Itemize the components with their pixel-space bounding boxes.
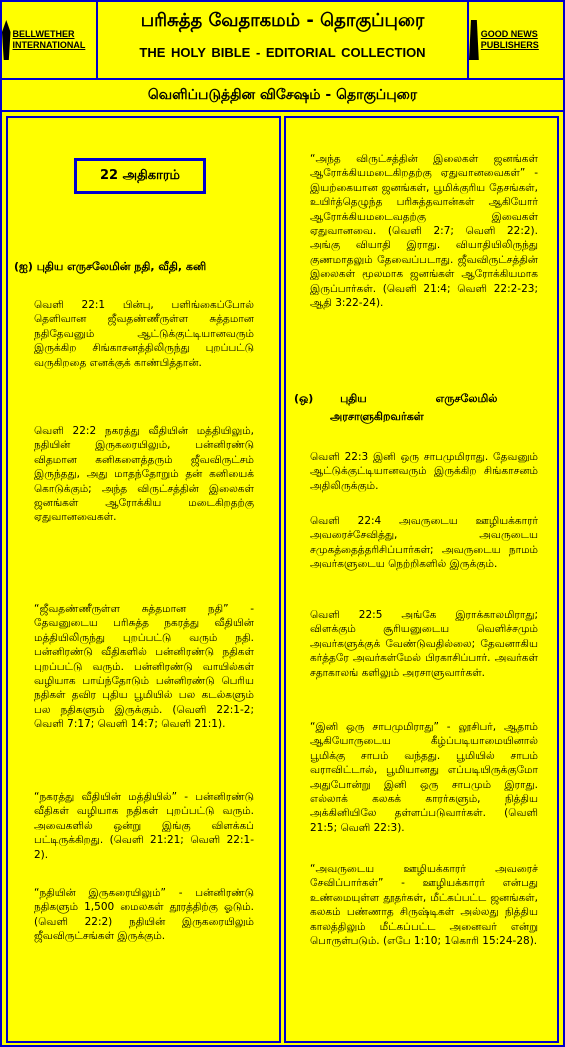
right-column: [284, 116, 559, 1043]
left-column: [6, 116, 281, 1043]
good-news-logo: [467, 2, 563, 78]
left-logo-text: [13, 29, 96, 51]
commentary-paragraph: “இனி ஒரு சாபமுமிராது” - லூசிபர், ஆதாம் ஆகியோருடைய கீழ்ப்படியாமையினால் பூமிக்கு சாபம் வந்தது. பூமியில் சாபம் வராவிட்டால், பூமியானது எப்படியிருக்குமோ அதுபோன்று இனி ஒரு சாபமும் இராது. எல்லாக் கலகக் காரர்களும், நித்திய அக்கினியிலே தள்ளப்படுவார்கள். (வெளி 21:5; வெளி 22:3).: [310, 721, 538, 834]
commentary-paragraph: “நதியின் இருகரையிலும்” - பன்னிரண்டு நதிகளும் 1,500 மைலகள் தூரத்திற்கு ஓடும். (வெளி 22:2) நதியின் இருகரையிலும் ஜீவவிருட்சங்கள் இருக்கும்.: [34, 887, 254, 943]
right-logo-text: [481, 29, 563, 51]
left-logo-label: BELLWETHER INTERNATIONAL: [12, 29, 86, 50]
verse-paragraph: வெளி 22:1 பின்பு, பளிங்கைப்போல் தெளிவான ஜீவதண்ணீருள்ள சுத்தமான நதிதேவனும் ஆட்டுக்குட்டியானவரும் இருக்கிற சிங்காசனத்திலிருந்து புறப்பட்டு வருகிறதை எனக்குக் காண்பித்தான்.: [34, 299, 254, 369]
chapter-badge: 22 அதிகாரம்: [74, 158, 206, 194]
lamp-icon: [2, 20, 11, 60]
section-heading-line2: அரசாளுகிறவர்கள்: [330, 410, 424, 423]
title-tamil: பரிசுத்த வேதாகமம் - தொகுப்புரை: [140, 10, 425, 31]
verse-paragraph: வெளி 22:4 அவருடைய ஊழியக்காரர் அவரைச்சேவித்து, அவருடைய சமுகத்தைத்தரிசிப்பார்கள்; அவருடைய நாமம் அவர்களுடைய நெற்றிகளில் இருக்கும்.: [310, 515, 538, 571]
section-heading: (ஒ) புதிய எருசலேமில்: [294, 392, 498, 405]
title-block: [100, 2, 465, 78]
commentary-paragraph: “நகரத்து வீதியின் மத்தியில்” - பன்னிரண்டு வீதிகள் வழியாக நதிகள் புறப்பட்டு வரும். அவைகளில் ஒன்று இங்கு விளக்கப் பட்டிருக்கிறது. (வெளி 21:21; வெளி 22:1-2).: [34, 791, 254, 861]
commentary-paragraph: “ஜீவதண்ணீருள்ள சுத்தமான நதி” - தேவனுடைய பரிசுத்த நகரத்து வீதியின் மத்தியிலிருந்து புறப்பட்டு வரும் நதி. பன்னிரண்டு வீதிகளில் பன்னிரண்டு நதிகள் புறப்பட்டு வரும். பன்னிரண்டு வாயில்கள் வழியாக பாய்ந்தோடும் பன்னிரண்டு பெரிய நதிகள் தவிர புதிய பூமியில் பல கடல்களும் பல நதிகளும் இருக்கும். (வெளி 22:1-2; வெளி 7:17; வெளி 14:7; வெளி 21:1).: [34, 603, 254, 731]
verse-paragraph: வெளி 22:2 நகரத்து வீதியின் மத்தியிலும், நதியின் இருகரையிலும், பன்னிரண்டு விதமான கனிகளைத்தரும் ஜீவவிருட்சம் இருந்தது, அது மாதந்தோறும் தன் கனியைக் கொடுக்கும்; அந்த விருட்சத்தின் இலைகள் ஜனங்கள் ஆரோக்கிய மடைகிறதற்கு ஏதுவானவைகள்.: [34, 425, 254, 524]
verse-paragraph: வெளி 22:3 இனி ஒரு சாபமுமிராது. தேவனும் ஆட்டுக்குட்டியானவரும் இருக்கிற சிங்காசனம் அதிலிருக்கும்.: [310, 451, 538, 492]
verse-paragraph: வெளி 22:5 அங்கே இராக்காலமிராது; விளக்கும் சூரியனுடைய வெளிச்சமும் அவர்களுக்குக் வேண்டுவதில்லை; தேவனாகிய கர்த்தரே அவர்கள்மேல் பிரகாசிப்பார். அவர்கள் சதாகாலங் களிலும் அரசாளுவார்கள்.: [310, 609, 538, 679]
commentary-paragraph: “அவருடைய ஊழியக்காரர் அவரைச் சேவிப்பார்கள்” - ஊழியக்காரர் என்பது உண்மையுள்ள தூதர்கள், மீட்கப்பட்ட ஜனங்கள், கலகம் பண்ணாத சிருஷ்டிகள் அல்லது நித்திய காலத்திலும் மீட்கப்பட்ட அனைவர் என்று பொருள்படும். (எபே 1:10; 1கொரி 15:24-28).: [310, 863, 538, 948]
commentary-paragraph: “அந்த விருட்சத்தின் இலைகள் ஜனங்கள் ஆரோக்கியமடைகிறதற்கு ஏதுவானவைகள்” - இயற்கையான ஜனங்கள், பூமிக்குரிய தேசங்கள், உயிர்த்தெழுந்த பரிசுத்தவான்கள் ஆகியோர் ஆரோக்கியமடைவதற்கு இவைகள் ஏதுவானவை. (வெளி 2:7; வெளி 22:2). அங்கு வியாதி இராது. வியாதியிலிருந்து குணமாதலும் தேவைப்படாது. ஜீவவிருட்சத்தின் இலைகள் மூலமாக ஜனங்கள் ஆரோக்கியமாக இருப்பார்கள். (வெளி 21:4; வெளி 22:2-23; ஆதி 3:22-24).: [310, 153, 538, 310]
section-title: வெளிப்படுத்தின விசேஷம் - தொகுப்புரை: [2, 80, 563, 112]
title-english: THE HOLY BIBLE - EDITORIAL COLLECTION: [139, 45, 426, 60]
header: [2, 2, 563, 80]
bellwether-logo: [2, 2, 98, 78]
right-logo-label: GOOD NEWS PUBLISHERS: [480, 29, 539, 50]
section-heading: (ஐ) புதிய எருசலேமின் நதி, வீதி, கனி: [14, 260, 207, 273]
lamp-icon: [469, 20, 479, 60]
